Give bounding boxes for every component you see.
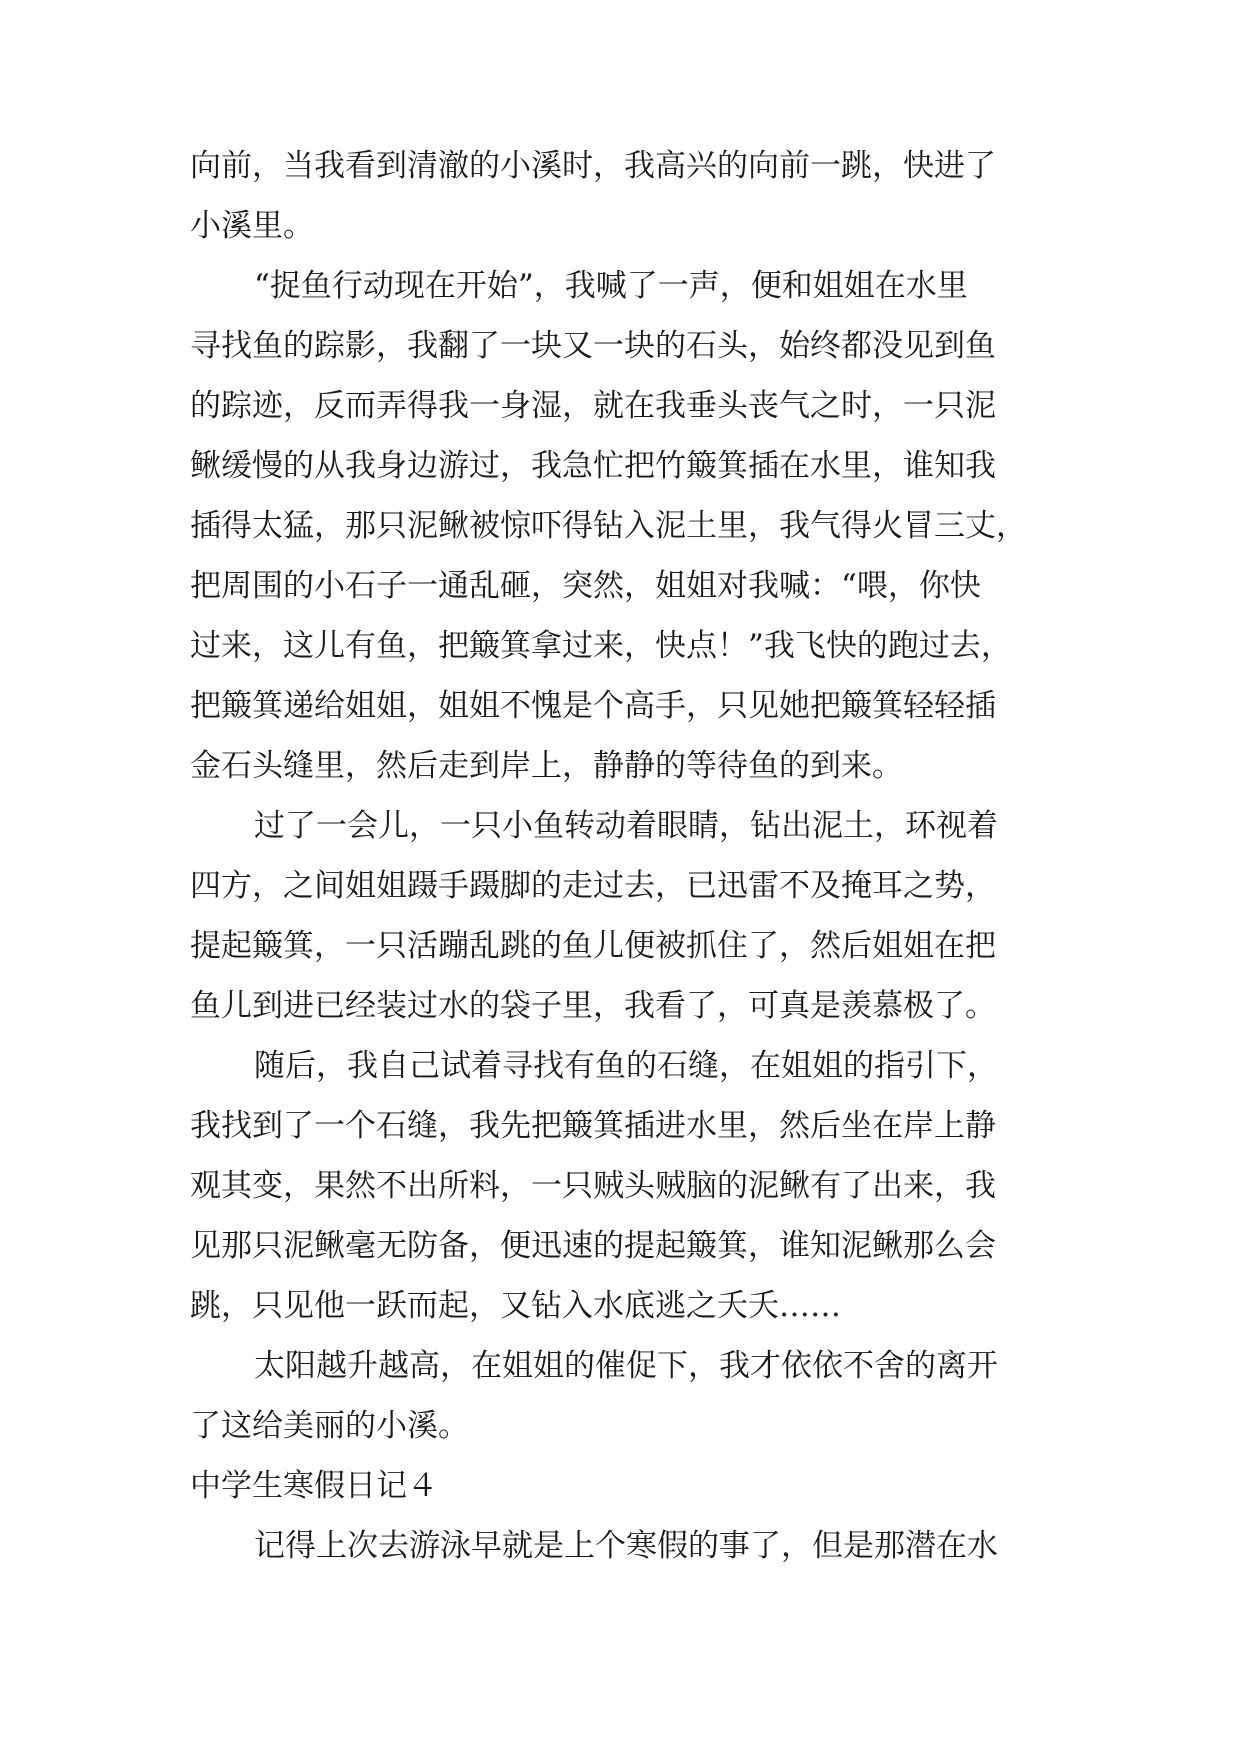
section-heading: 中学生寒假日记４: [190, 1468, 438, 1504]
text-line: 观其变，果然不出所料，一只贼头贼脑的泥鳅有了出来，我: [190, 1168, 996, 1204]
text-line: 跳，只见他一跃而起，又钻入水底逃之夭夭……: [190, 1288, 841, 1324]
text-line: 的踪迹，反而弄得我一身湿，就在我垂头丧气之时，一只泥: [190, 388, 996, 424]
paragraph-start-line: 随后，我自己试着寻找有鱼的石缝，在姐姐的指引下，: [254, 1048, 998, 1084]
text-line: 过来，这儿有鱼，把簸箕拿过来，快点！”我飞快的跑过去，: [190, 628, 1012, 664]
paragraph-start-line: 太阳越升越高，在姐姐的催促下，我才依依不舍的离开: [254, 1348, 998, 1384]
text-line: 插得太猛，那只泥鳅被惊吓得钻入泥土里，我气得火冒三丈，: [190, 508, 1027, 544]
paragraph-start-line: “捉鱼行动现在开始”，我喊了一声，便和姐姐在水里: [254, 268, 968, 304]
text-line: 把周围的小石子一通乱砸，突然，姐姐对我喊：“喂，你快: [190, 568, 981, 604]
text-line: 了这给美丽的小溪。: [190, 1408, 469, 1444]
text-line: 鱼儿到进已经装过水的袋子里，我看了，可真是羡慕极了。: [190, 988, 996, 1024]
text-line: 金石头缝里，然后走到岸上，静静的等待鱼的到来。: [190, 748, 903, 784]
text-line: 小溪里。: [190, 208, 314, 244]
text-line: 提起簸箕，一只活蹦乱跳的鱼儿便被抓住了，然后姐姐在把: [190, 928, 996, 964]
text-line: 四方，之间姐姐蹑手蹑脚的走过去，已迅雷不及掩耳之势，: [190, 868, 996, 904]
paragraph-start-line: 记得上次去游泳早就是上个寒假的事了，但是那潜在水: [254, 1528, 998, 1564]
paragraph-start-line: 过了一会儿，一只小鱼转动着眼睛，钻出泥土，环视着: [254, 808, 998, 844]
text-line: 寻找鱼的踪影，我翻了一块又一块的石头，始终都没见到鱼: [190, 328, 996, 364]
text-line: 见那只泥鳅毫无防备，便迅速的提起簸箕，谁知泥鳅那么会: [190, 1228, 996, 1264]
text-line: 我找到了一个石缝，我先把簸箕插进水里，然后坐在岸上静: [190, 1108, 996, 1144]
text-line: 向前，当我看到清澈的小溪时，我高兴的向前一跳，快进了: [190, 148, 996, 184]
text-line: 把簸箕递给姐姐，姐姐不愧是个高手，只见她把簸箕轻轻插: [190, 688, 996, 724]
text-line: 鳅缓慢的从我身边游过，我急忙把竹簸箕插在水里，谁知我: [190, 448, 996, 484]
